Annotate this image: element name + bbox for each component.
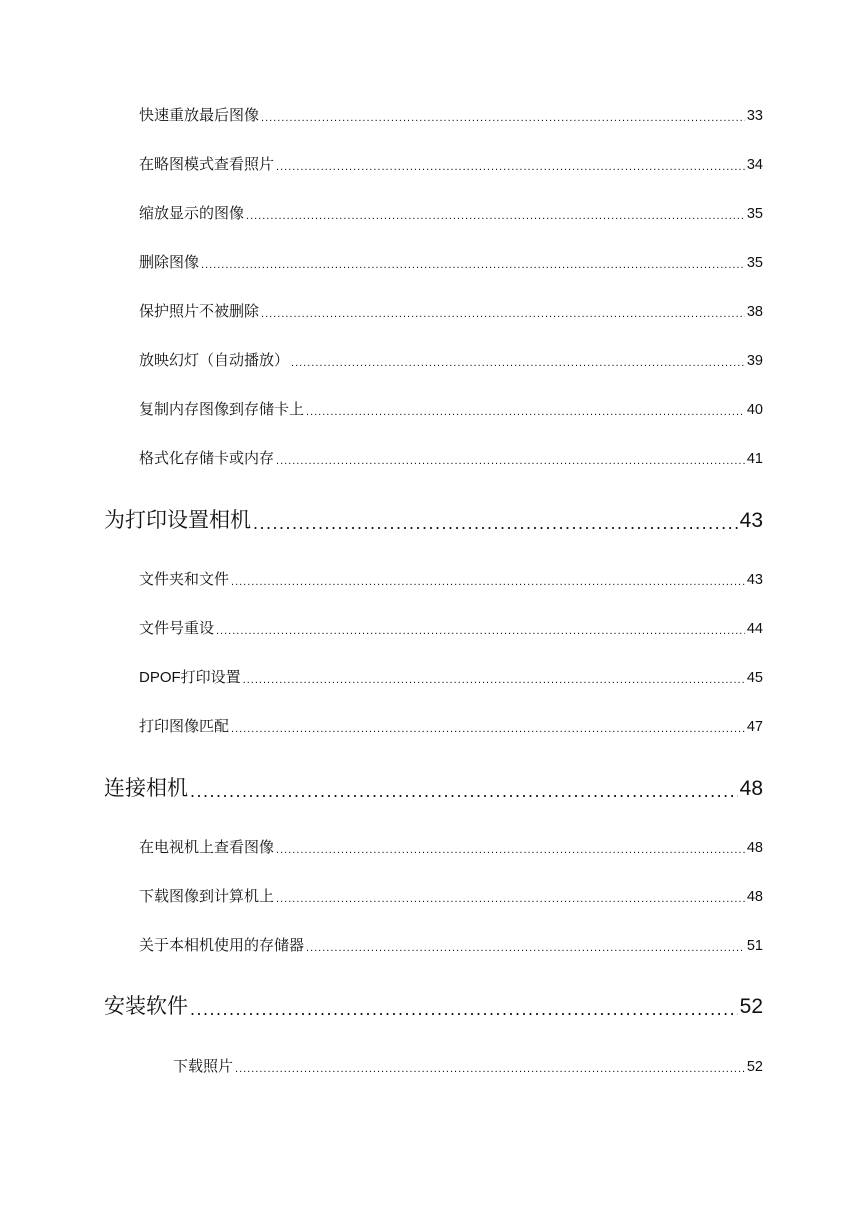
toc-chapter-title: 连接相机 [104,776,188,800]
toc-entry-title: 保护照片不被删除 [139,302,260,320]
toc-entry-title: 放映幻灯（自动播放） [139,351,290,369]
toc-chapter-page: 48 [739,777,763,800]
toc-leader [190,996,738,1017]
toc-entry-title: 快速重放最后图像 [139,106,260,124]
toc-entry[interactable] [139,617,763,638]
toc-entry-title: 打印图像匹配 [139,717,230,735]
toc-entry[interactable] [173,1055,763,1076]
toc-entry[interactable] [139,885,763,906]
toc-entry[interactable] [139,349,763,370]
toc-entry-page: 38 [746,304,763,320]
toc-entry-page: 34 [746,157,763,173]
toc-entry-title: 缩放显示的图像 [139,204,245,222]
toc-leader [201,254,745,269]
toc-leader [261,303,745,318]
toc-entry-title: 下载图像到计算机上 [139,887,275,905]
toc-entry[interactable] [139,104,763,125]
toc-entry[interactable] [139,202,763,223]
toc-entry-page: 33 [746,108,763,124]
toc-chapter-page: 43 [739,509,763,532]
toc-chapter-title: 安装软件 [104,994,188,1018]
toc-entry-page: 52 [746,1059,763,1075]
toc-leader [253,510,738,531]
toc-entry[interactable] [139,666,763,687]
toc-entry-page: 48 [746,889,763,905]
toc-leader [276,156,745,171]
toc-entry-page: 51 [746,938,763,954]
toc-leader [276,888,745,903]
toc-leader [261,107,745,122]
toc-entry-title [139,666,243,687]
toc-entry-title-rest: 打印设置 [180,668,241,686]
toc-entry-page: 43 [746,572,763,588]
toc-entry-title: 关于本相机使用的存储器 [139,936,305,954]
toc-leader [243,669,745,684]
toc-chapter[interactable] [104,990,763,1020]
toc-entry-title: 下载照片 [173,1057,234,1075]
toc-entry[interactable] [139,568,763,589]
toc-entry-title: 在略图模式查看照片 [139,155,275,173]
toc-leader [306,401,745,416]
toc-entry-page: 41 [746,451,763,467]
toc-entry[interactable] [139,153,763,174]
toc-leader [235,1058,745,1073]
toc-chapter-page: 52 [739,995,763,1018]
toc-leader [291,352,745,367]
toc-entry-title: 文件号重设 [139,619,215,637]
toc-entry[interactable] [139,836,763,857]
toc-entry-title-prefix: DPOF [139,669,181,686]
toc-leader [246,205,745,220]
toc-leader [231,718,745,733]
toc-leader [276,839,745,854]
toc-entry[interactable] [139,934,763,955]
toc-chapter-title: 为打印设置相机 [104,508,251,532]
toc-chapter[interactable] [104,772,763,802]
toc-leader [231,571,745,586]
toc-entry-page: 48 [746,840,763,856]
toc-entry-page: 40 [746,402,763,418]
toc-entry-title: 格式化存储卡或内存 [139,449,275,467]
toc-entry-title: 复制内存图像到存储卡上 [139,400,305,418]
toc-entry[interactable] [139,398,763,419]
toc-entry-page: 44 [746,621,763,637]
toc-leader [306,937,745,952]
toc-entry-title: 删除图像 [139,253,200,271]
toc-leader [190,778,738,799]
toc-entry-page: 39 [746,353,763,369]
toc-entry[interactable] [139,300,763,321]
toc-chapter[interactable] [104,504,763,534]
toc-entry[interactable] [139,447,763,468]
toc-entry[interactable] [139,715,763,736]
toc-entry-page: 45 [746,670,763,686]
toc-entry-page: 35 [746,206,763,222]
toc-entry-page: 35 [746,255,763,271]
toc-entry-page: 47 [746,719,763,735]
toc-leader [276,450,745,465]
toc-entry[interactable] [139,251,763,272]
toc-leader [216,620,745,635]
toc-entry-title: 在电视机上查看图像 [139,838,275,856]
toc-entry-title: 文件夹和文件 [139,570,230,588]
